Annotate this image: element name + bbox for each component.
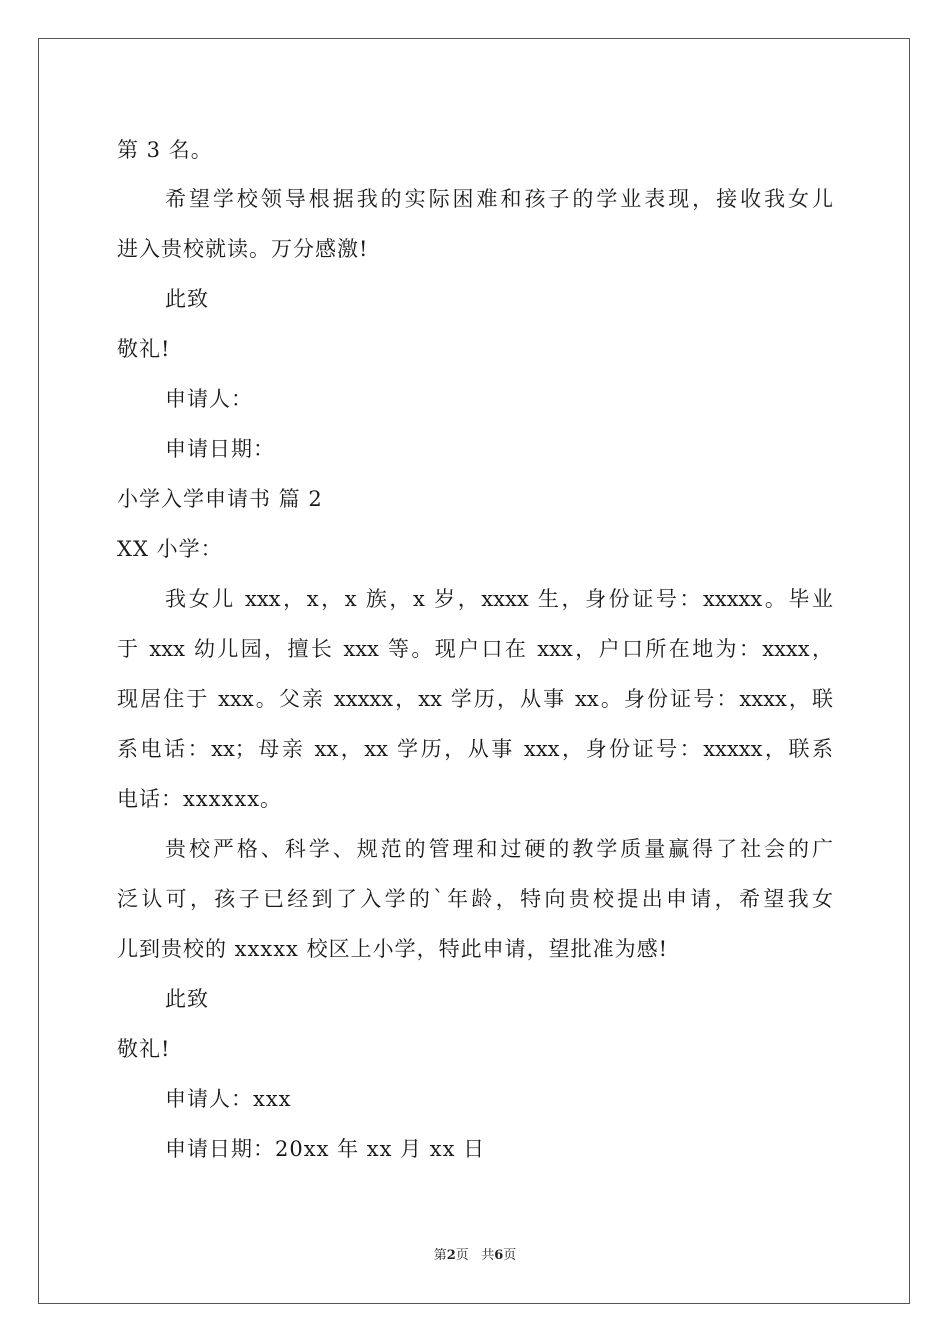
text-line: 希望学校领导根据我的实际困难和孩子的学业表现，接收我女儿 <box>165 187 833 211</box>
text-line: 于 xxx 幼儿园，擅长 xxx 等。现户口在 xxx，户口所在地为：xxxx， <box>117 637 833 661</box>
date-line: 申请日期： <box>165 437 275 461</box>
salutation-line: 敬礼! <box>117 337 171 361</box>
page-total: 6 <box>494 1248 504 1263</box>
date-line: 申请日期：20xx 年 xx 月 xx 日 <box>165 1137 486 1161</box>
page-border <box>38 38 910 1304</box>
text-line: 系电话：xx；母亲 xx，xx 学历，从事 xxx，身份证号：xxxxx，联系 <box>117 737 833 761</box>
text-line: 我女儿 xxx，x，x 族，x 岁，xxxx 生，身份证号：xxxxx。毕业 <box>165 587 833 611</box>
page-footer <box>0 1248 950 1264</box>
text-line: 泛认可，孩子已经到了入学的`年龄，特向贵校提出申请，希望我女 <box>117 887 833 911</box>
applicant-line: 申请人： <box>165 387 253 411</box>
total-suffix: 页 <box>503 1248 517 1263</box>
section-title: 小学入学申请书 篇 2 <box>117 487 323 511</box>
text-line: 现居住于 xxx。父亲 xxxxx，xx 学历，从事 xx。身份证号：xxxx，联 <box>117 687 833 711</box>
total-prefix: 共 <box>481 1248 495 1263</box>
text-line: 贵校严格、科学、规范的管理和过硬的教学质量赢得了社会的广 <box>165 837 833 861</box>
text-line: 进入贵校就读。万分感激! <box>117 237 369 261</box>
salutation-line: 此致 <box>165 287 209 311</box>
applicant-line: 申请人：xxx <box>165 1087 292 1111</box>
text-line: 第 3 名。 <box>117 138 213 162</box>
page-current: 2 <box>446 1248 456 1263</box>
addressee-line: XX 小学： <box>117 537 223 561</box>
page-suffix: 页 <box>455 1248 469 1263</box>
page-prefix: 第 <box>433 1248 447 1263</box>
salutation-line: 此致 <box>165 987 209 1011</box>
text-line: 电话：xxxxxx。 <box>117 787 283 811</box>
text-line: 儿到贵校的 xxxxx 校区上小学，特此申请，望批准为感! <box>117 937 669 961</box>
salutation-line: 敬礼! <box>117 1037 171 1061</box>
